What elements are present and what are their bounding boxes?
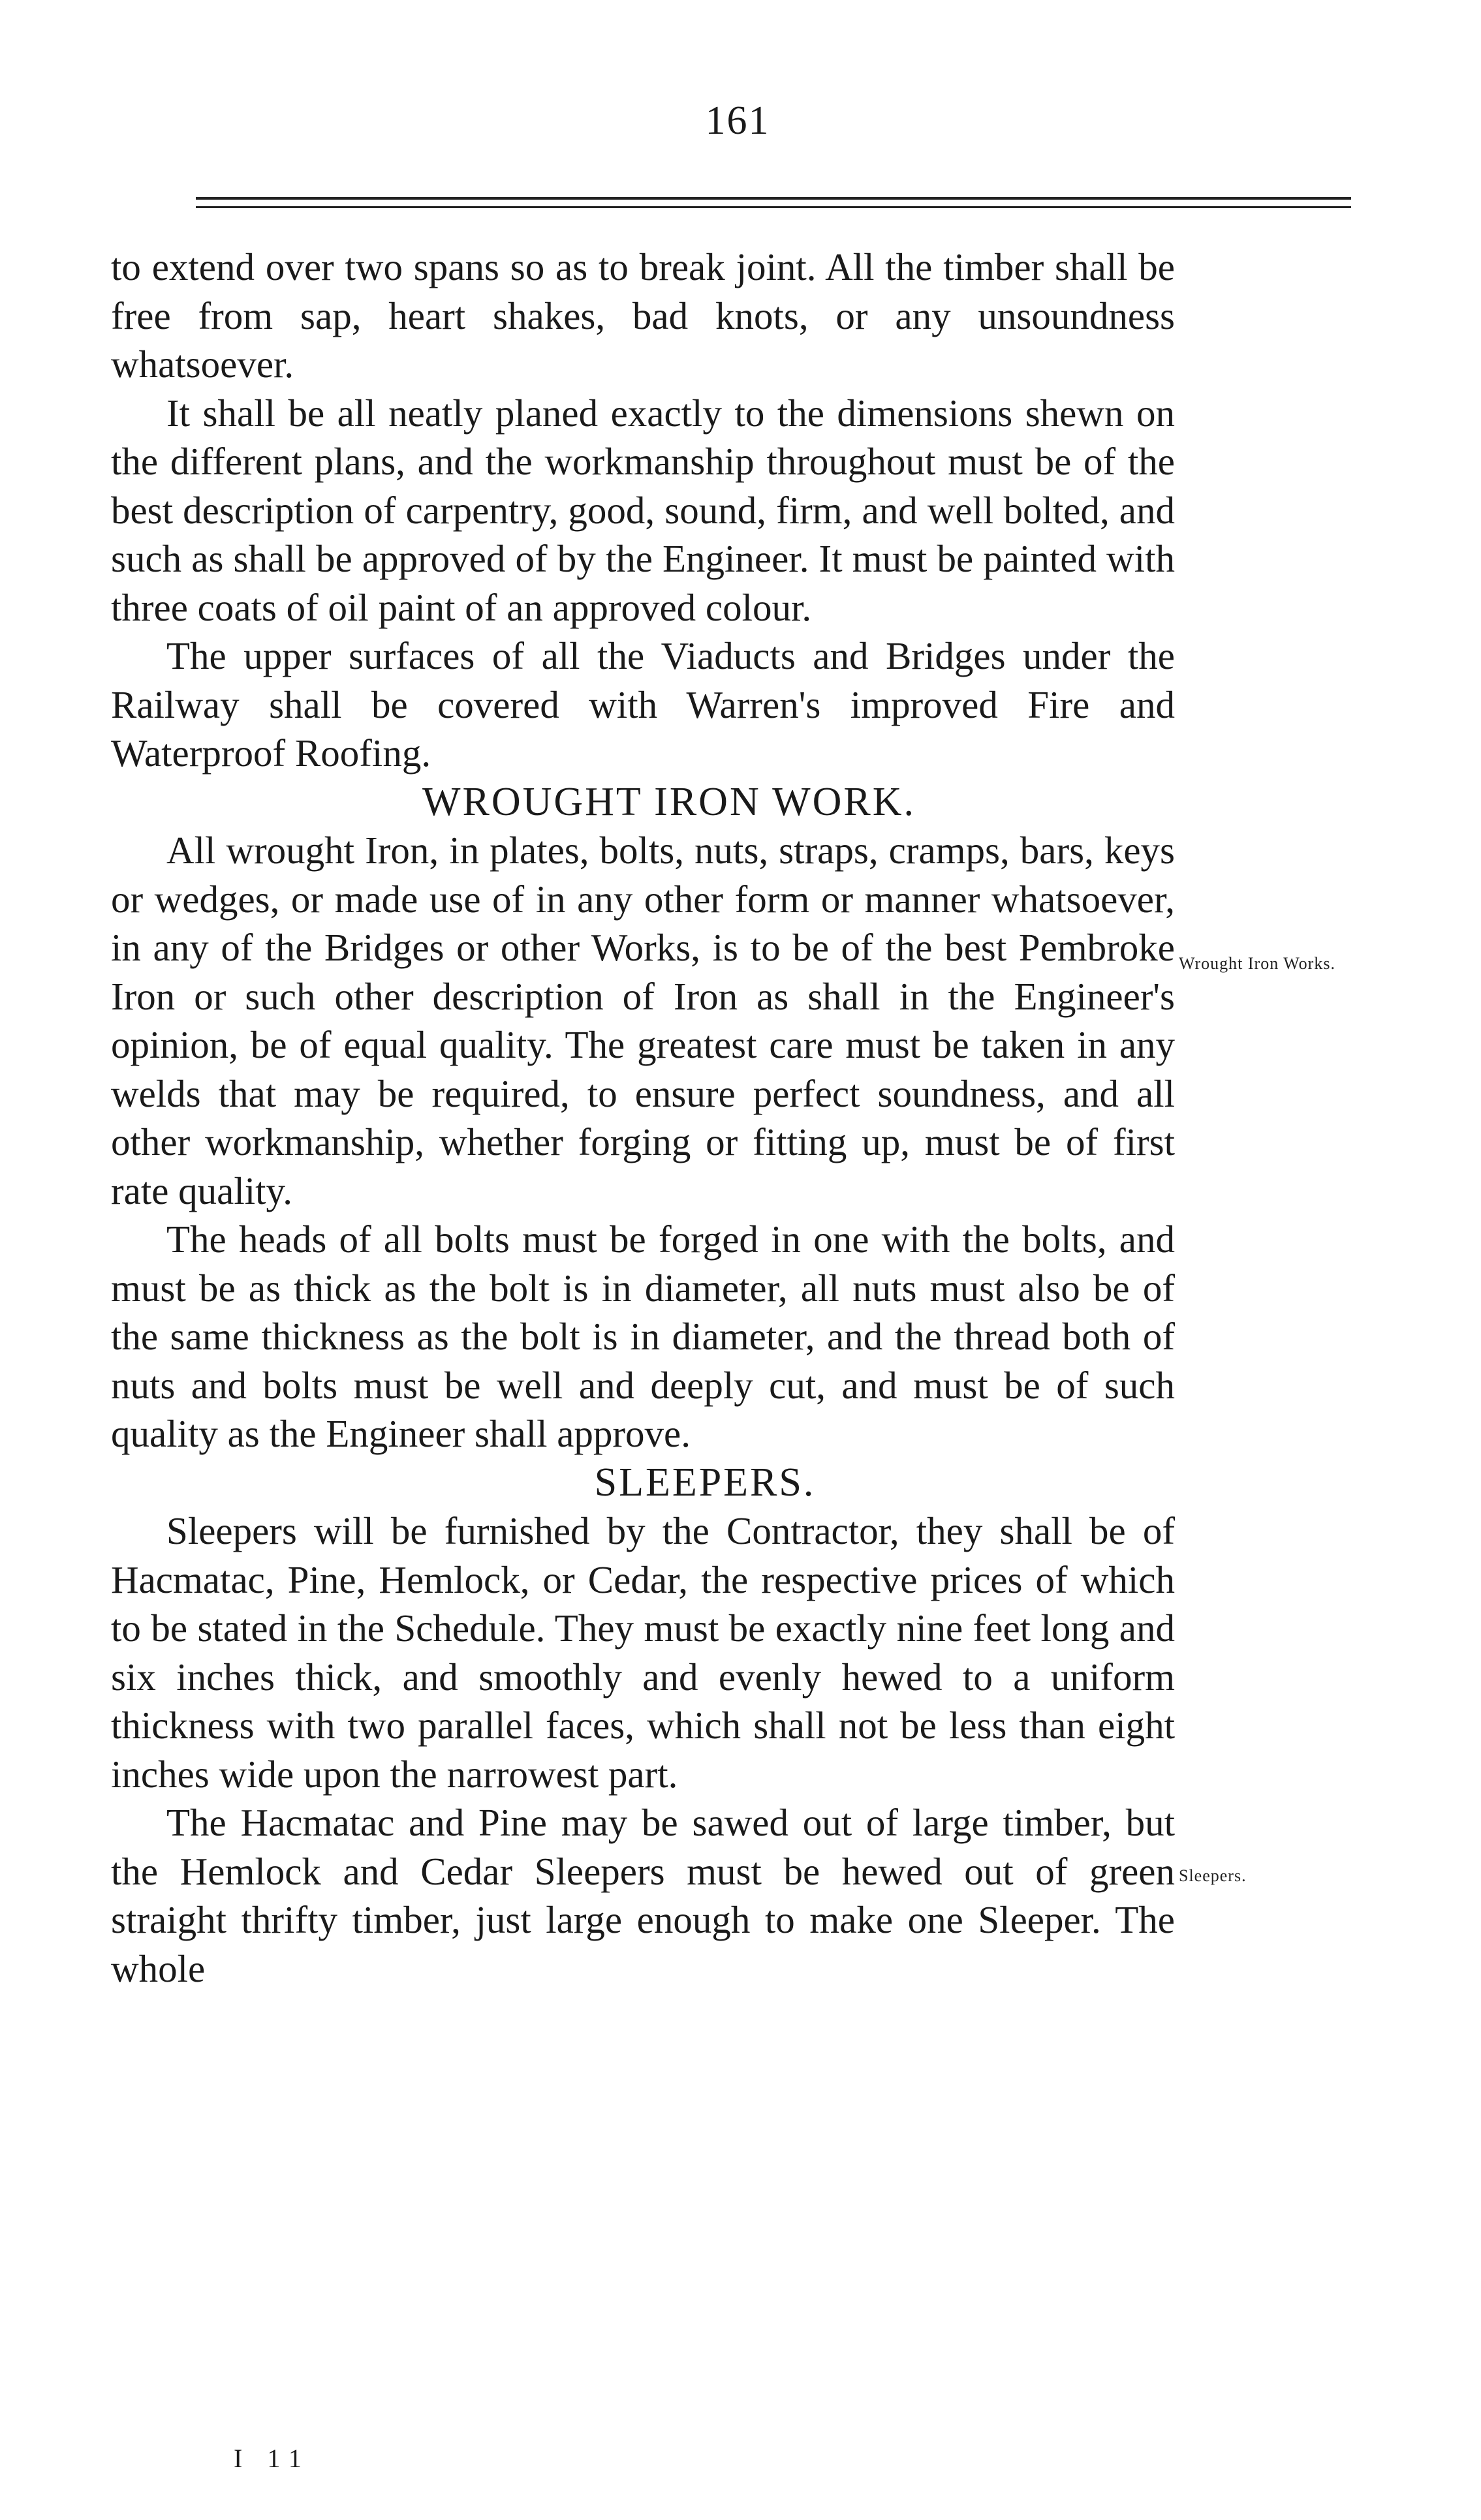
paragraph: The heads of all bolts must be forged in one with the bolts, and must be as thick as the bolt is in diameter, all nuts must also be of the same thickness as the bolt is in diameter, and the thread both of nuts and bolts must be well and deeply cut, and must be of such quality as the Engineer shall approve.: [111, 1218, 1175, 1455]
signature-mark: I 11: [234, 2444, 311, 2473]
header-rule: [196, 197, 1351, 200]
page-number: 161: [705, 99, 770, 143]
paragraph: to extend over two spans so as to break joint. All the timber shall be free from sap, heart shakes, bad knots, or any unsoundness whatsoever.: [111, 245, 1175, 386]
header-rule: [196, 206, 1351, 208]
paragraph: Sleepers will be furnished by the Contractor, they shall be of Hacmatac, Pine, Hemlock, or Cedar, the respective prices of which to be stated in the Schedule. They must be exactly nine feet long and six inches thick, and smoothly and evenly hewed to a uniform thickness with two parallel faces, which shall not be less than eight inches wide upon the narrowest part.: [111, 1509, 1175, 1796]
margin-note-sleepers: Sleepers.: [1179, 1866, 1247, 1885]
text-column: [111, 243, 1175, 1993]
paragraph: The Hacmatac and Pine may be sawed out of large timber, but the Hemlock and Cedar Sleepers must be hewed out of green straight thrifty timber, just large enough to make one Sleeper. The whole: [111, 1801, 1175, 1990]
section-heading-wrought-iron: WROUGHT IRON WORK.: [422, 779, 916, 824]
paragraph: The upper surfaces of all the Viaducts and Bridges under the Railway shall be covered with Warren's improved Fire and Waterproof Roofing.: [111, 634, 1175, 775]
margin-note-wrought-iron: Wrought Iron Works.: [1179, 954, 1335, 973]
paragraph: All wrought Iron, in plates, bolts, nuts, straps, cramps, bars, keys or wedges, or made use of in any other form or manner whatsoever, in any of the Bridges or other Works, is to be of the best Pembroke Iron or such other description of Iron as shall in the Engineer's opinion, be of equal quality. The greatest care must be taken in any welds that may be required, to ensure perfect soundness, and all other workmanship, whether forging or fitting up, must be of first rate quality.: [111, 829, 1175, 1212]
paragraph: It shall be all neatly planed exactly to the dimensions shewn on the different plans, and the workmanship throughout must be of the best description of carpentry, good, sound, firm, and well bolted, and such as shall be approved of by the Engineer. It must be painted with three coats of oil paint of an approved colour.: [111, 391, 1175, 629]
section-heading-sleepers: SLEEPERS.: [594, 1460, 816, 1505]
